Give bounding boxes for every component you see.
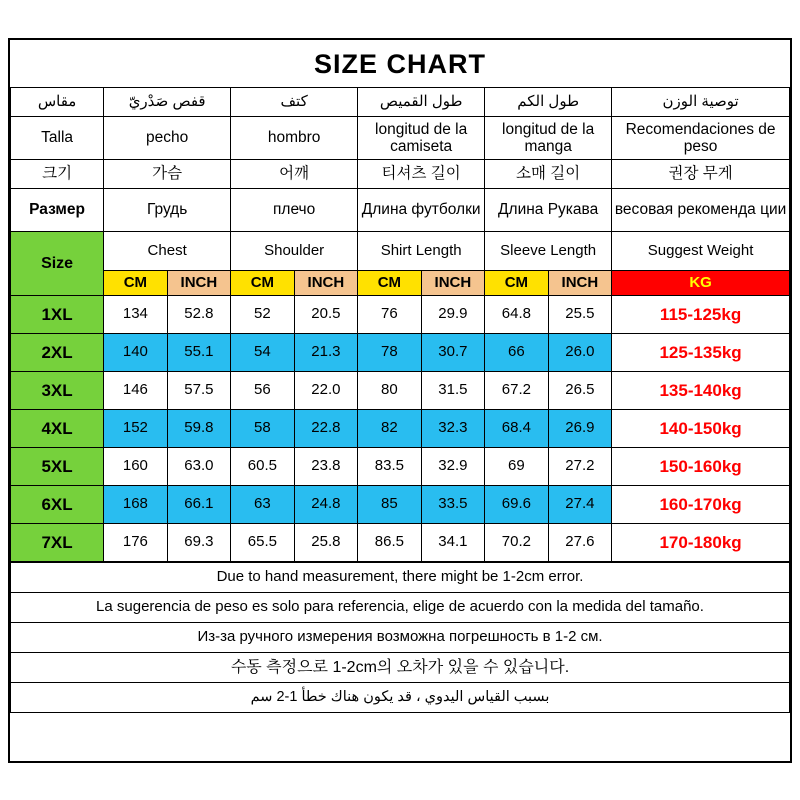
header-arabic-shoulder: كتف <box>231 88 358 117</box>
cell-shirt-length-cm: 76 <box>358 296 422 334</box>
cell-shoulder-cm: 56 <box>231 372 295 410</box>
cell-chest-cm: 140 <box>104 334 168 372</box>
cell-suggest-weight: 140-150kg <box>612 410 790 448</box>
unit-shoulder-cm: CM <box>231 271 295 296</box>
header-spanish-shirt-length: longitud de la camiseta <box>358 117 485 160</box>
cell-sleeve-length-inch: 26.5 <box>548 372 612 410</box>
cell-size: 2XL <box>11 334 104 372</box>
cell-sleeve-length-cm: 67.2 <box>485 372 549 410</box>
cell-chest-inch: 55.1 <box>167 334 231 372</box>
cell-sleeve-length-cm: 66 <box>485 334 549 372</box>
header-spanish-size: Talla <box>11 117 104 160</box>
header-english-chest: Chest <box>104 232 231 271</box>
header-row-units <box>11 271 790 296</box>
table-row <box>11 410 790 448</box>
header-korean-chest: 가슴 <box>104 160 231 189</box>
cell-shoulder-cm: 58 <box>231 410 295 448</box>
page-title: SIZE CHART <box>314 49 486 79</box>
note-english: Due to hand measurement, there might be 1-2cm error. <box>11 563 790 593</box>
header-arabic-chest: قفص صَدْريّ <box>104 88 231 117</box>
header-russian-weight: весовая рекоменда ции <box>612 189 790 232</box>
cell-shirt-length-cm: 82 <box>358 410 422 448</box>
cell-shoulder-inch: 22.0 <box>294 372 358 410</box>
cell-chest-cm: 168 <box>104 486 168 524</box>
cell-suggest-weight: 170-180kg <box>612 524 790 562</box>
cell-shirt-length-cm: 78 <box>358 334 422 372</box>
cell-suggest-weight: 125-135kg <box>612 334 790 372</box>
cell-shirt-length-inch: 33.5 <box>421 486 485 524</box>
unit-sleeve-length-cm: CM <box>485 271 549 296</box>
cell-suggest-weight: 135-140kg <box>612 372 790 410</box>
unit-chest-inch: INCH <box>167 271 231 296</box>
table-row <box>11 448 790 486</box>
cell-sleeve-length-inch: 26.0 <box>548 334 612 372</box>
header-row-english <box>11 232 790 271</box>
unit-shirt-length-inch: INCH <box>421 271 485 296</box>
header-russian-size: Размер <box>11 189 104 232</box>
note-arabic: بسبب القياس اليدوي ، قد يكون هناك خطأ 1-2 سم <box>11 683 790 713</box>
cell-sleeve-length-inch: 27.4 <box>548 486 612 524</box>
header-row-russian <box>11 189 790 232</box>
header-russian-shirt-length: Длина футболки <box>358 189 485 232</box>
cell-size: 3XL <box>11 372 104 410</box>
table-row <box>11 372 790 410</box>
cell-size: 6XL <box>11 486 104 524</box>
size-chart-table <box>10 87 790 562</box>
cell-shirt-length-inch: 34.1 <box>421 524 485 562</box>
header-row-spanish <box>11 117 790 160</box>
unit-chest-cm: CM <box>104 271 168 296</box>
header-spanish-weight: Recomendaciones de peso <box>612 117 790 160</box>
header-row-korean <box>11 160 790 189</box>
cell-chest-cm: 146 <box>104 372 168 410</box>
cell-shirt-length-cm: 86.5 <box>358 524 422 562</box>
cell-sleeve-length-inch: 26.9 <box>548 410 612 448</box>
cell-shirt-length-inch: 31.5 <box>421 372 485 410</box>
cell-sleeve-length-cm: 70.2 <box>485 524 549 562</box>
cell-size: 5XL <box>11 448 104 486</box>
cell-size: 7XL <box>11 524 104 562</box>
header-spanish-chest: pecho <box>104 117 231 160</box>
cell-chest-inch: 57.5 <box>167 372 231 410</box>
table-row <box>11 334 790 372</box>
header-korean-shoulder: 어깨 <box>231 160 358 189</box>
cell-chest-cm: 134 <box>104 296 168 334</box>
header-arabic-sleeve-length: طول الكم <box>485 88 612 117</box>
cell-shirt-length-inch: 30.7 <box>421 334 485 372</box>
header-russian-sleeve-length: Длина Рукава <box>485 189 612 232</box>
header-arabic-weight: توصية الوزن <box>612 88 790 117</box>
cell-shoulder-cm: 63 <box>231 486 295 524</box>
header-english-shoulder: Shoulder <box>231 232 358 271</box>
cell-chest-cm: 152 <box>104 410 168 448</box>
header-arabic-shirt-length: طول القميص <box>358 88 485 117</box>
cell-shirt-length-inch: 32.3 <box>421 410 485 448</box>
header-row-arabic <box>11 88 790 117</box>
header-english-sleeve-length: Sleeve Length <box>485 232 612 271</box>
header-english-weight: Suggest Weight <box>612 232 790 271</box>
header-korean-weight: 권장 무게 <box>612 160 790 189</box>
table-row <box>11 524 790 562</box>
cell-chest-inch: 63.0 <box>167 448 231 486</box>
unit-shirt-length-cm: CM <box>358 271 422 296</box>
cell-shoulder-cm: 54 <box>231 334 295 372</box>
header-english-size: Size <box>11 232 104 296</box>
cell-suggest-weight: 115-125kg <box>612 296 790 334</box>
header-english-shirt-length: Shirt Length <box>358 232 485 271</box>
cell-shoulder-inch: 21.3 <box>294 334 358 372</box>
cell-size: 1XL <box>11 296 104 334</box>
table-row <box>11 486 790 524</box>
notes-section <box>10 562 790 713</box>
note-russian: Из-за ручного измерения возможна погрешность в 1-2 см. <box>11 623 790 653</box>
header-korean-shirt-length: 티셔츠 길이 <box>358 160 485 189</box>
note-spanish: La sugerencia de peso es solo para referencia, elige de acuerdo con la medida del tamaño. <box>11 593 790 623</box>
header-russian-shoulder: плечо <box>231 189 358 232</box>
cell-sleeve-length-cm: 69 <box>485 448 549 486</box>
cell-chest-inch: 69.3 <box>167 524 231 562</box>
size-chart-sheet <box>8 38 792 763</box>
header-arabic-size: مقاس <box>11 88 104 117</box>
unit-sleeve-length-inch: INCH <box>548 271 612 296</box>
cell-chest-inch: 66.1 <box>167 486 231 524</box>
cell-shirt-length-cm: 85 <box>358 486 422 524</box>
header-russian-chest: Грудь <box>104 189 231 232</box>
cell-shirt-length-cm: 80 <box>358 372 422 410</box>
cell-chest-cm: 160 <box>104 448 168 486</box>
cell-shirt-length-inch: 32.9 <box>421 448 485 486</box>
cell-sleeve-length-inch: 27.2 <box>548 448 612 486</box>
cell-shirt-length-inch: 29.9 <box>421 296 485 334</box>
table-row <box>11 296 790 334</box>
header-korean-sleeve-length: 소매 길이 <box>485 160 612 189</box>
cell-shoulder-inch: 22.8 <box>294 410 358 448</box>
cell-sleeve-length-cm: 69.6 <box>485 486 549 524</box>
cell-shirt-length-cm: 83.5 <box>358 448 422 486</box>
header-korean-size: 크기 <box>11 160 104 189</box>
cell-shoulder-inch: 24.8 <box>294 486 358 524</box>
cell-sleeve-length-cm: 68.4 <box>485 410 549 448</box>
cell-shoulder-inch: 20.5 <box>294 296 358 334</box>
cell-shoulder-inch: 25.8 <box>294 524 358 562</box>
cell-sleeve-length-inch: 27.6 <box>548 524 612 562</box>
cell-chest-inch: 59.8 <box>167 410 231 448</box>
unit-shoulder-inch: INCH <box>294 271 358 296</box>
cell-chest-cm: 176 <box>104 524 168 562</box>
cell-suggest-weight: 150-160kg <box>612 448 790 486</box>
header-spanish-sleeve-length: longitud de la manga <box>485 117 612 160</box>
cell-size: 4XL <box>11 410 104 448</box>
unit-weight-kg: KG <box>612 271 790 296</box>
cell-shoulder-inch: 23.8 <box>294 448 358 486</box>
cell-sleeve-length-inch: 25.5 <box>548 296 612 334</box>
note-korean: 수동 측정으로 1-2cm의 오차가 있을 수 있습니다. <box>11 653 790 683</box>
header-spanish-shoulder: hombro <box>231 117 358 160</box>
cell-suggest-weight: 160-170kg <box>612 486 790 524</box>
cell-shoulder-cm: 52 <box>231 296 295 334</box>
cell-sleeve-length-cm: 64.8 <box>485 296 549 334</box>
cell-chest-inch: 52.8 <box>167 296 231 334</box>
cell-shoulder-cm: 60.5 <box>231 448 295 486</box>
cell-shoulder-cm: 65.5 <box>231 524 295 562</box>
